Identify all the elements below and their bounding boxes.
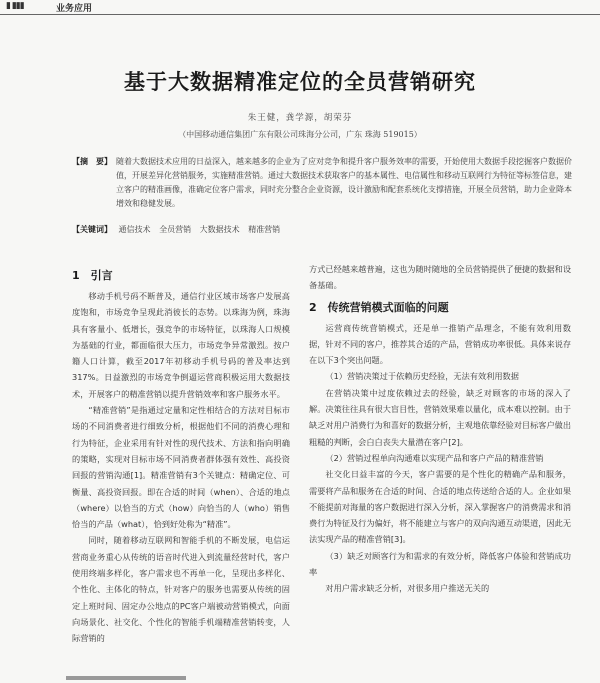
header-mark: ▮ ▮▮▮ [6, 1, 24, 11]
section-heading-problems: 2 传统营销模式面临的问题 [309, 300, 449, 314]
paragraph: 运营商传统营销模式，还是单一推销产品理念，不能有效利用数据，针对不同的客户，推荐其合适的产品，营销成功率很低。具体来说存在以下3个突出问题。 [309, 322, 572, 366]
paragraph: “精准营销”是指通过定量和定性相结合的方法对目标市场的不同消费者进行细致分析，根据他们不同的消费心理和行为特征，企业采用有针对性的现代技术、方法和指向明确的策略，实现对目标市场不同消费者群体强有效性、高投资回报的营销沟通[1]。精准营销有3个关键点：精确定位、可衡量、高投资回报。即在合适的时间（when）、合适的地点（where）以恰当的方式（how）向恰当的人（who）销售恰当的产品（what），恰到好处称为“精准”。 [72, 405, 290, 530]
subheading: （3）缺乏对顾客行为和需求的有效分析，降低客户体验和营销成功率 [309, 550, 571, 578]
right-column [309, 261, 571, 597]
abstract-tag: 【摘 要】 [72, 157, 112, 166]
section-heading-introduction: 1 引言 [72, 269, 113, 282]
paragraph: 对用户需求缺乏分析，对很多用户推送无关的 [325, 583, 490, 594]
subheading: （1）营销决策过于依赖历史经验，无法有效利用数据 [325, 371, 519, 382]
paragraph-continued: 方式已经越来越普遍，这也为随时随地的全员营销提供了便捷的数据和设备基础。 [309, 264, 572, 291]
keywords-tag: 【关键词】 [72, 225, 112, 234]
paragraph: 同时，随着移动互联网和智能手机的不断发展，电信运营商业务重心从传统的语音时代进入到流量经营时代，客户使用终端多样化，客户需求也不再单一化，呈现出多样化、个性化、主体化的特点，针对客户的服务也需要从传统的固定上班时间、固定办公地点的PC客户端被动营销模式，向面向场景化、社交化、个性化的智能手机端精准营销转变，人际营销的 [72, 535, 290, 644]
abstract-text: 随着大数据技术应用的日益深入，越来越多的企业为了应对竞争和提升客户服务效率的需要，开始使用大数据手段挖掘客户数据价值，开展差异化营销服务，实施精准营销。通过大数据技术获取客户的基本属性、电信属性和移动互联网行为特征等标签信息，建立客户的精准画像，准确定位客户需求，同时充分整合企业资源，设计激励和配套系统化支撑措施，开展全员营销，助力企业降本增效和稳健发展。 [116, 157, 572, 208]
paragraph: 在营销决策中过度依赖过去的经验，缺乏对顾客的市场的深入了解。决策往往具有很大盲目性，营销效果难以量化，成本难以控制。由于缺乏对用户消费行为和喜好的数据分析，主观地依靠经验对目标客户做出粗糙的判断，会白白丧失大量潜在客户[2]。 [309, 387, 572, 447]
abstract [72, 155, 572, 211]
footer-bar [66, 676, 186, 680]
running-header [0, 0, 600, 15]
paragraph: 社交化日益丰富的今天，客户需要的是个性化的精确产品和服务，需要将产品和服务在合适的时间、合适的地点传送给合适的人。企业如果不能提前对海量的客户数据进行深入分析，深入掌握客户的消费需求和消费行为特征及行为偏好，将不能建立与客户的双向沟通互动渠道，因此无法实现产品的精准营销[3]。 [309, 469, 572, 545]
affiliation: （中国移动通信集团广东有限公司珠海分公司，广东 珠海 519015） [178, 130, 422, 139]
page-title: 基于大数据精准定位的全员营销研究 [124, 70, 476, 94]
keyword: 全员营销 [159, 225, 192, 234]
header-section: 业务应用 [56, 4, 93, 14]
keyword: 大数据技术 [199, 225, 240, 234]
paragraph: 移动手机号码不断普及，通信行业区域市场客户发展高度饱和，市场竞争呈现此消彼长的态势。以珠海为例，珠海具有客量小、低增长，强竞争的市场特征，以珠海人口规模为基础的行业，都面临很大压力，市场竞争异常激烈。按户籍人口计算，截至2017年初移动手机号码的普及率达到317%。日益激烈的市场竞争倒逼运营商积极运用大数据技术，开展客户的精准营销以提升营销效率和客户服务水平。 [72, 291, 290, 399]
keyword: 精准营销 [248, 225, 281, 234]
keyword: 通信技术 [118, 225, 151, 234]
subheading: （2）营销过程单向沟通难以实现产品和客户产品的精准营销 [325, 452, 544, 463]
keywords [72, 224, 572, 235]
authors: 朱王健，龚学源，胡荣芬 [247, 113, 353, 123]
left-column [72, 268, 290, 647]
